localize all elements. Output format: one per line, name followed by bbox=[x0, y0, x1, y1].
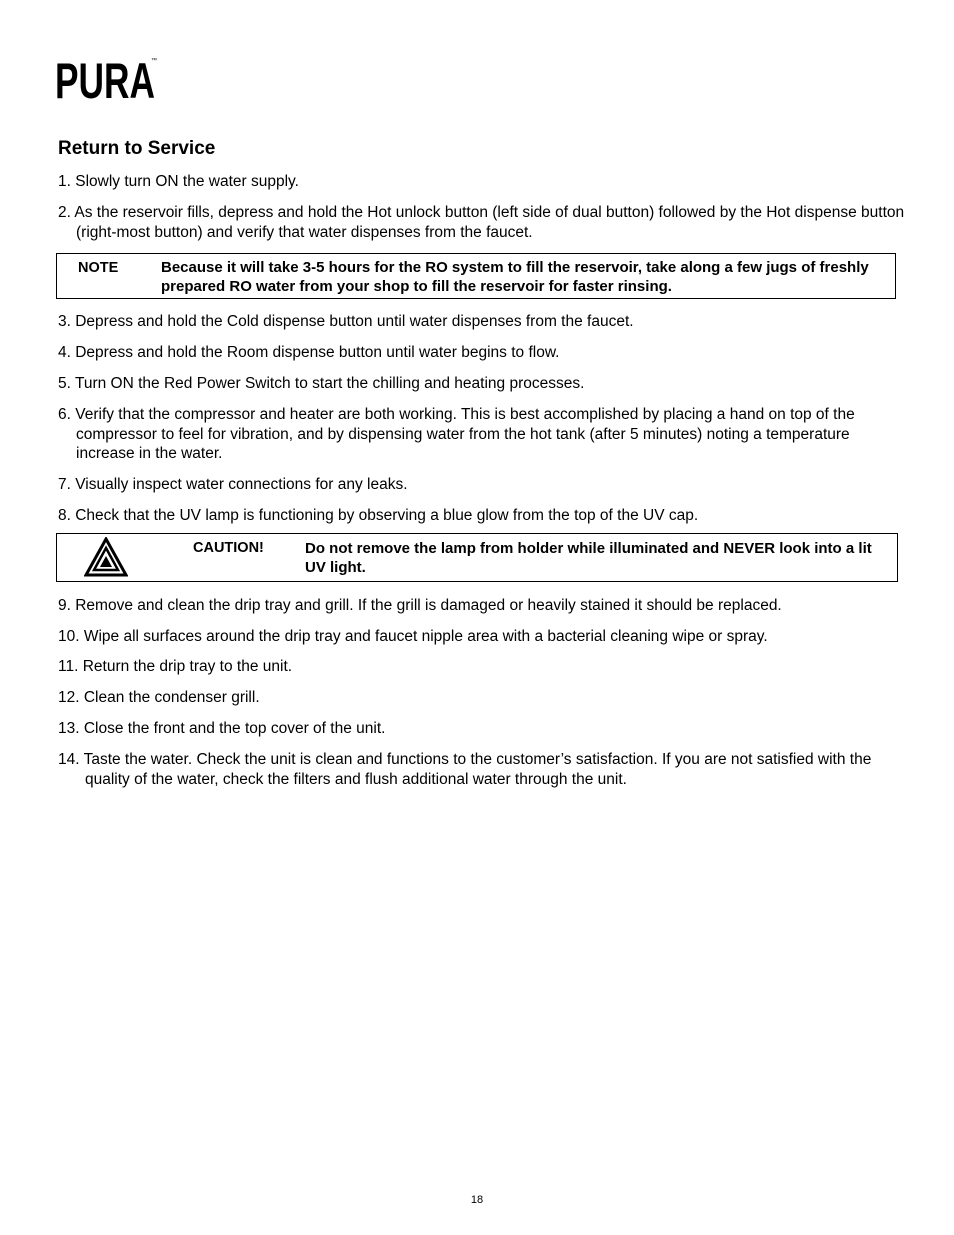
step-1: 1. Slowly turn ON the water supply. bbox=[58, 173, 299, 190]
step-14: 14. Taste the water. Check the unit is clean and functions to the customer’s satisfaction. If you are not satisfied with the quality of the water, check the filters and flush additional water through the unit. bbox=[58, 751, 872, 788]
caution-box bbox=[56, 533, 898, 582]
step-10: 10. Wipe all surfaces around the drip tray and faucet nipple area with a bacterial cleaning wipe or spray. bbox=[58, 628, 768, 645]
step-7: 7. Visually inspect water connections for any leaks. bbox=[58, 476, 408, 493]
step-4: 4. Depress and hold the Room dispense button until water begins to flow. bbox=[58, 344, 560, 361]
step-5: 5. Turn ON the Red Power Switch to start the chilling and heating processes. bbox=[58, 375, 585, 392]
step-11: 11. Return the drip tray to the unit. bbox=[58, 658, 293, 675]
step-2: 2. As the reservoir fills, depress and hold the Hot unlock button (left side of dual button) followed by the Hot dispense button (right-most button) and verify that water dispenses from the faucet. bbox=[58, 204, 905, 241]
step-12: 12. Clean the condenser grill. bbox=[58, 689, 260, 706]
step-13: 13. Close the front and the top cover of the unit. bbox=[58, 720, 386, 737]
step-9: 9. Remove and clean the drip tray and grill. If the grill is damaged or heavily stained it should be replaced. bbox=[58, 597, 782, 614]
step-6: 6. Verify that the compressor and heater are both working. This is best accomplished by placing a hand on top of the compressor to feel for vibration, and by dispensing water from the hot tank (after 5 minutes) noting a temperature increase in the water. bbox=[58, 406, 855, 462]
step-3: 3. Depress and hold the Cold dispense button until water dispenses from the faucet. bbox=[58, 313, 634, 330]
caution-label: CAUTION! bbox=[193, 540, 264, 556]
warning-triangle-icon bbox=[84, 537, 128, 577]
pura-logo bbox=[55, 56, 165, 100]
note-box bbox=[56, 253, 896, 299]
note-text: Because it will take 3-5 hours for the RO system to fill the reservoir, take along a few jugs of freshly prepared RO water from your shop to fill the reservoir for faster rinsing. bbox=[161, 259, 869, 295]
logo-wordmark: PURA bbox=[55, 56, 155, 102]
caution-text: Do not remove the lamp from holder while illuminated and NEVER look into a lit UV light. bbox=[305, 540, 872, 576]
pura-logo-mark bbox=[55, 56, 165, 102]
note-label: NOTE bbox=[78, 260, 119, 276]
section-title: Return to Service bbox=[58, 138, 216, 159]
page-number: 18 bbox=[470, 1194, 484, 1206]
trademark-mark: ™ bbox=[151, 58, 157, 64]
step-8: 8. Check that the UV lamp is functioning by observing a blue glow from the top of the UV cap. bbox=[58, 507, 699, 524]
